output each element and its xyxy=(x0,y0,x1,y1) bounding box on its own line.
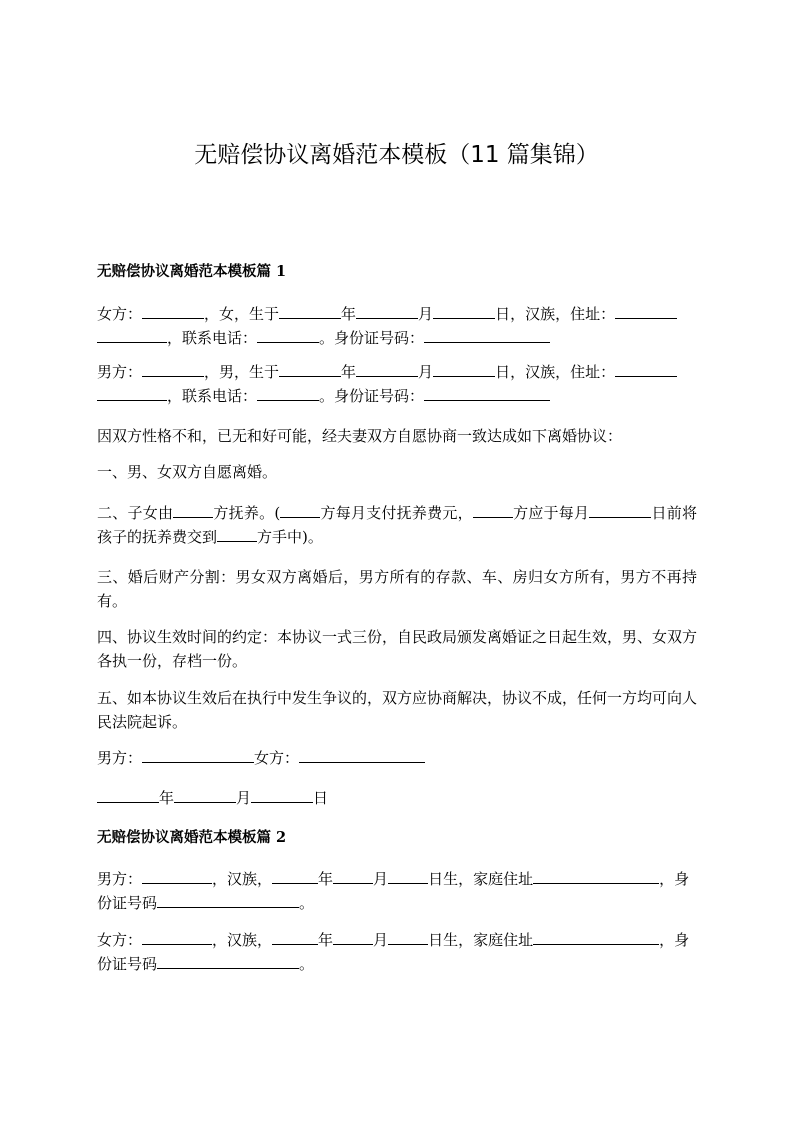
blank-line[interactable] xyxy=(473,503,513,518)
date-line: 年 月 日 xyxy=(97,786,697,810)
blank-line[interactable] xyxy=(142,748,254,763)
blank-line[interactable] xyxy=(142,304,204,319)
blank-line[interactable] xyxy=(589,503,651,518)
husband-info-paragraph: 男方： ，男，生于 年 月 日，汉族，住址： ，联系电话： 。身份证号码： xyxy=(97,360,697,408)
blank-line[interactable] xyxy=(142,869,212,884)
blank-line[interactable] xyxy=(251,788,313,803)
wife-info-paragraph: 女方： ，女，生于 年 月 日，汉族，住址： ，联系电话： 。身份证号码： xyxy=(97,302,697,350)
husband-info-paragraph-2: 男方： ，汉族， 年 月 日生，家庭住址 ，身 份证号码 。 xyxy=(97,870,690,912)
clause-5: 五、如本协议生效后在执行中发生争议的，双方应协商解决，协议不成，任何一方均可向人民法院起诉。 xyxy=(97,689,698,731)
blank-line[interactable] xyxy=(257,386,319,401)
blank-line[interactable] xyxy=(299,748,425,763)
blank-line[interactable] xyxy=(217,527,257,542)
blank-line[interactable] xyxy=(333,869,373,884)
blank-line[interactable] xyxy=(173,503,213,518)
blank-line[interactable] xyxy=(388,930,428,945)
document-title: 无赔偿协议离婚范本模板（11 篇集锦） xyxy=(194,142,599,168)
blank-line[interactable] xyxy=(272,930,318,945)
blank-line[interactable] xyxy=(280,503,320,518)
section-heading-2: 无赔偿协议离婚范本模板篇 2 xyxy=(97,829,287,846)
blank-line[interactable] xyxy=(424,386,550,401)
intro-paragraph: 因双方性格不和，已无和好可能，经夫妻双方自愿协商一致达成如下离婚协议： xyxy=(97,427,623,445)
blank-line[interactable] xyxy=(615,304,677,319)
blank-line[interactable] xyxy=(615,362,677,377)
blank-line[interactable] xyxy=(97,328,167,343)
blank-line[interactable] xyxy=(279,362,341,377)
blank-line[interactable] xyxy=(433,362,495,377)
blank-line[interactable] xyxy=(157,893,299,908)
blank-line[interactable] xyxy=(433,304,495,319)
blank-line[interactable] xyxy=(142,362,204,377)
blank-line[interactable] xyxy=(424,328,550,343)
blank-line[interactable] xyxy=(533,930,659,945)
blank-line[interactable] xyxy=(97,788,159,803)
blank-line[interactable] xyxy=(272,869,318,884)
clause-1: 一、男、女双方自愿离婚。 xyxy=(97,463,278,481)
blank-line[interactable] xyxy=(257,328,319,343)
clause-4: 四、协议生效时间的约定：本协议一式三份，自民政局颁发离婚证之日起生效，男、女双方各执一份，存档一份。 xyxy=(97,628,698,670)
blank-line[interactable] xyxy=(157,954,299,969)
blank-line[interactable] xyxy=(333,930,373,945)
signature-line: 男方： 女方： xyxy=(97,746,697,770)
blank-line[interactable] xyxy=(279,304,341,319)
blank-line[interactable] xyxy=(356,362,418,377)
blank-line[interactable] xyxy=(97,386,167,401)
blank-line[interactable] xyxy=(174,788,236,803)
blank-line[interactable] xyxy=(533,869,659,884)
section-heading-1: 无赔偿协议离婚范本模板篇 1 xyxy=(97,263,287,280)
blank-line[interactable] xyxy=(388,869,428,884)
clause-3: 三、婚后财产分割：男女双方离婚后，男方所有的存款、车、房归女方所有，男方不再持有。 xyxy=(97,568,697,610)
clause-2: 二、子女由 方抚养。( 方每月支付抚养费元， 方应于每月 日前将孩子的抚养费交到 方手中)。 xyxy=(97,504,697,546)
blank-line[interactable] xyxy=(356,304,418,319)
wife-info-paragraph-2: 女方： ，汉族， 年 月 日生，家庭住址 ，身 份证号码 。 xyxy=(97,931,690,973)
blank-line[interactable] xyxy=(142,930,212,945)
